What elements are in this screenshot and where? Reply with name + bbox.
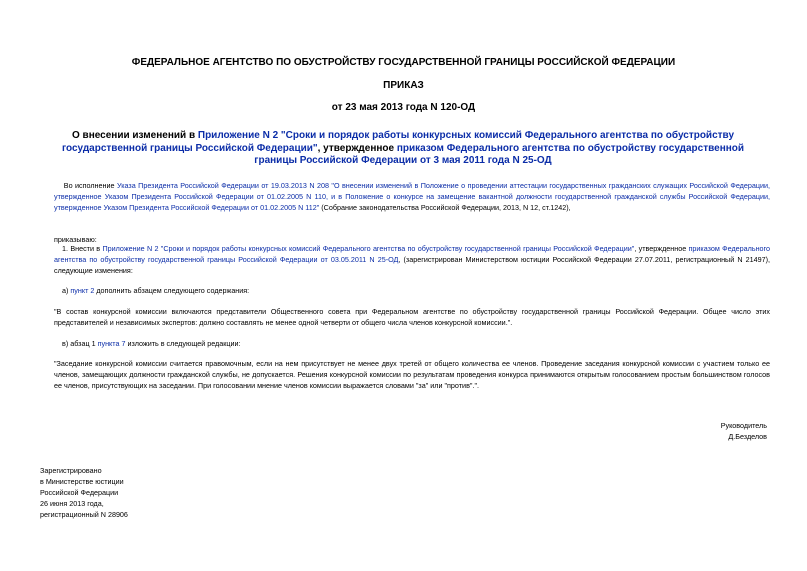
signature-position: Руководитель [720,421,767,430]
signature-block [721,420,767,442]
item1-link-appendix[interactable]: Приложение N 2 "Сроки и порядок работы конкурсных комиссий Федерального агентства по обустройству государственной границы Российской Федерации" [102,244,635,253]
document-date-number: от 23 мая 2013 года N 120-ОД [331,102,476,113]
item-b-text-1: в) абзац 1 [62,339,98,348]
title-text-1: О внесении изменений в [72,130,198,141]
item1-text-3: , (зарегистрирован Министерством юстиции Российской Федерации 27.07.2011, регистрационный N 21497), следующие изменения: [54,255,771,275]
intro-link-decree[interactable]: Указа Президента Российской Федерации от 19.03.2013 N 208 "О внесении изменений в Положение о проведении аттестации государственных гражданских служащих Российской Федерации, утвержденное Указом Президента Российской Федерации от 01.02.2005 N 110, и в Положение о конкурсе на замещение вакантной должности государственной гражданской службы Российской Федерации, утвержденное Указом Президента Российской Федерации от 01.02.2005 N 112" [54,181,770,212]
item-a-text-2: дополнить абзацем следующего содержания: [94,286,250,295]
title-link-appendix[interactable]: Приложение N 2 "Сроки и порядок работы конкурсных комиссий Федерального агентства по обустройству государственной границы Российской Федерации" [61,130,734,154]
item1-link-order[interactable]: приказом Федерального агентства по обустройству государственной границы Российской Федерации от 03.05.2011 N 25-ОД [54,244,770,264]
item1-text-2: , утвержденное [634,244,689,253]
registration-line: регистрационный N 28906 [40,510,128,519]
registration-line: в Министерстве юстиции [40,477,124,486]
item1-text-1: 1. Внести в [62,244,103,253]
item-b-link-point[interactable]: пункта 7 [97,339,126,348]
item-a-paragraph [54,285,454,296]
registration-line: Зарегистрировано [40,466,102,475]
item-b-text-2: изложить в следующей редакции: [125,339,241,348]
title-link-order[interactable]: приказом Федерального агентства по обустройству государственной границы Российской Федерации от 3 мая 2011 года N 25-ОД [254,142,745,166]
registration-line: Российской Федерации [40,488,119,497]
registration-line: 26 июня 2013 года, [40,499,104,508]
intro-paragraph [54,180,770,213]
prikazyvayu-text: приказываю: [54,235,97,244]
item-1-paragraph [54,243,770,276]
item-a-link-point[interactable]: пункт 2 [70,286,95,295]
registration-block [40,465,128,520]
title-text-2: , утвержденное [317,142,397,154]
intro-text-2: (Собрание законодательства Российской Федерации, 2013, N 12, ст.1242), [319,203,571,212]
item-b-paragraph [54,338,454,349]
quote-1-paragraph: "В состав конкурсной комиссии включаются представители Общественного совета при Федеральном агентстве по обустройству государственной границы Российской Федерации. Общее число этих представителей и независимых экспертов: должно составлять не менее одной четверти от общего числа членов конкурсной комиссии.". [54,307,770,327]
agency-heading: ФЕДЕРАЛЬНОЕ АГЕНТСТВО ПО ОБУСТРОЙСТВУ ГОСУДАРСТВЕННОЙ ГРАНИЦЫ РОССИЙСКОЙ ФЕДЕРАЦИИ [131,57,676,68]
signature-name: Д.Безделов [728,432,767,441]
document-title [58,130,748,168]
item-a-text-1: а) [62,286,71,295]
quote-2-paragraph: "Заседание конкурсной комиссии считается правомочным, если на нем присутствует не менее двух третей от общего количества ее членов. Проведение заседания конкурсной комиссии с участием только ее членов, замещающих должности гражданской службы, не допускается. Решения конкурсной комиссии по результатам проведения конкурса принимаются открытым голосованием простым большинством голосов ее членов, присутствующих на заседании. При голосовании мнение членов комиссии выражается словами "за" или "против".". [54,359,770,390]
intro-text-1: Во исполнение [63,181,117,190]
document-type-heading: ПРИКАЗ [383,80,424,91]
